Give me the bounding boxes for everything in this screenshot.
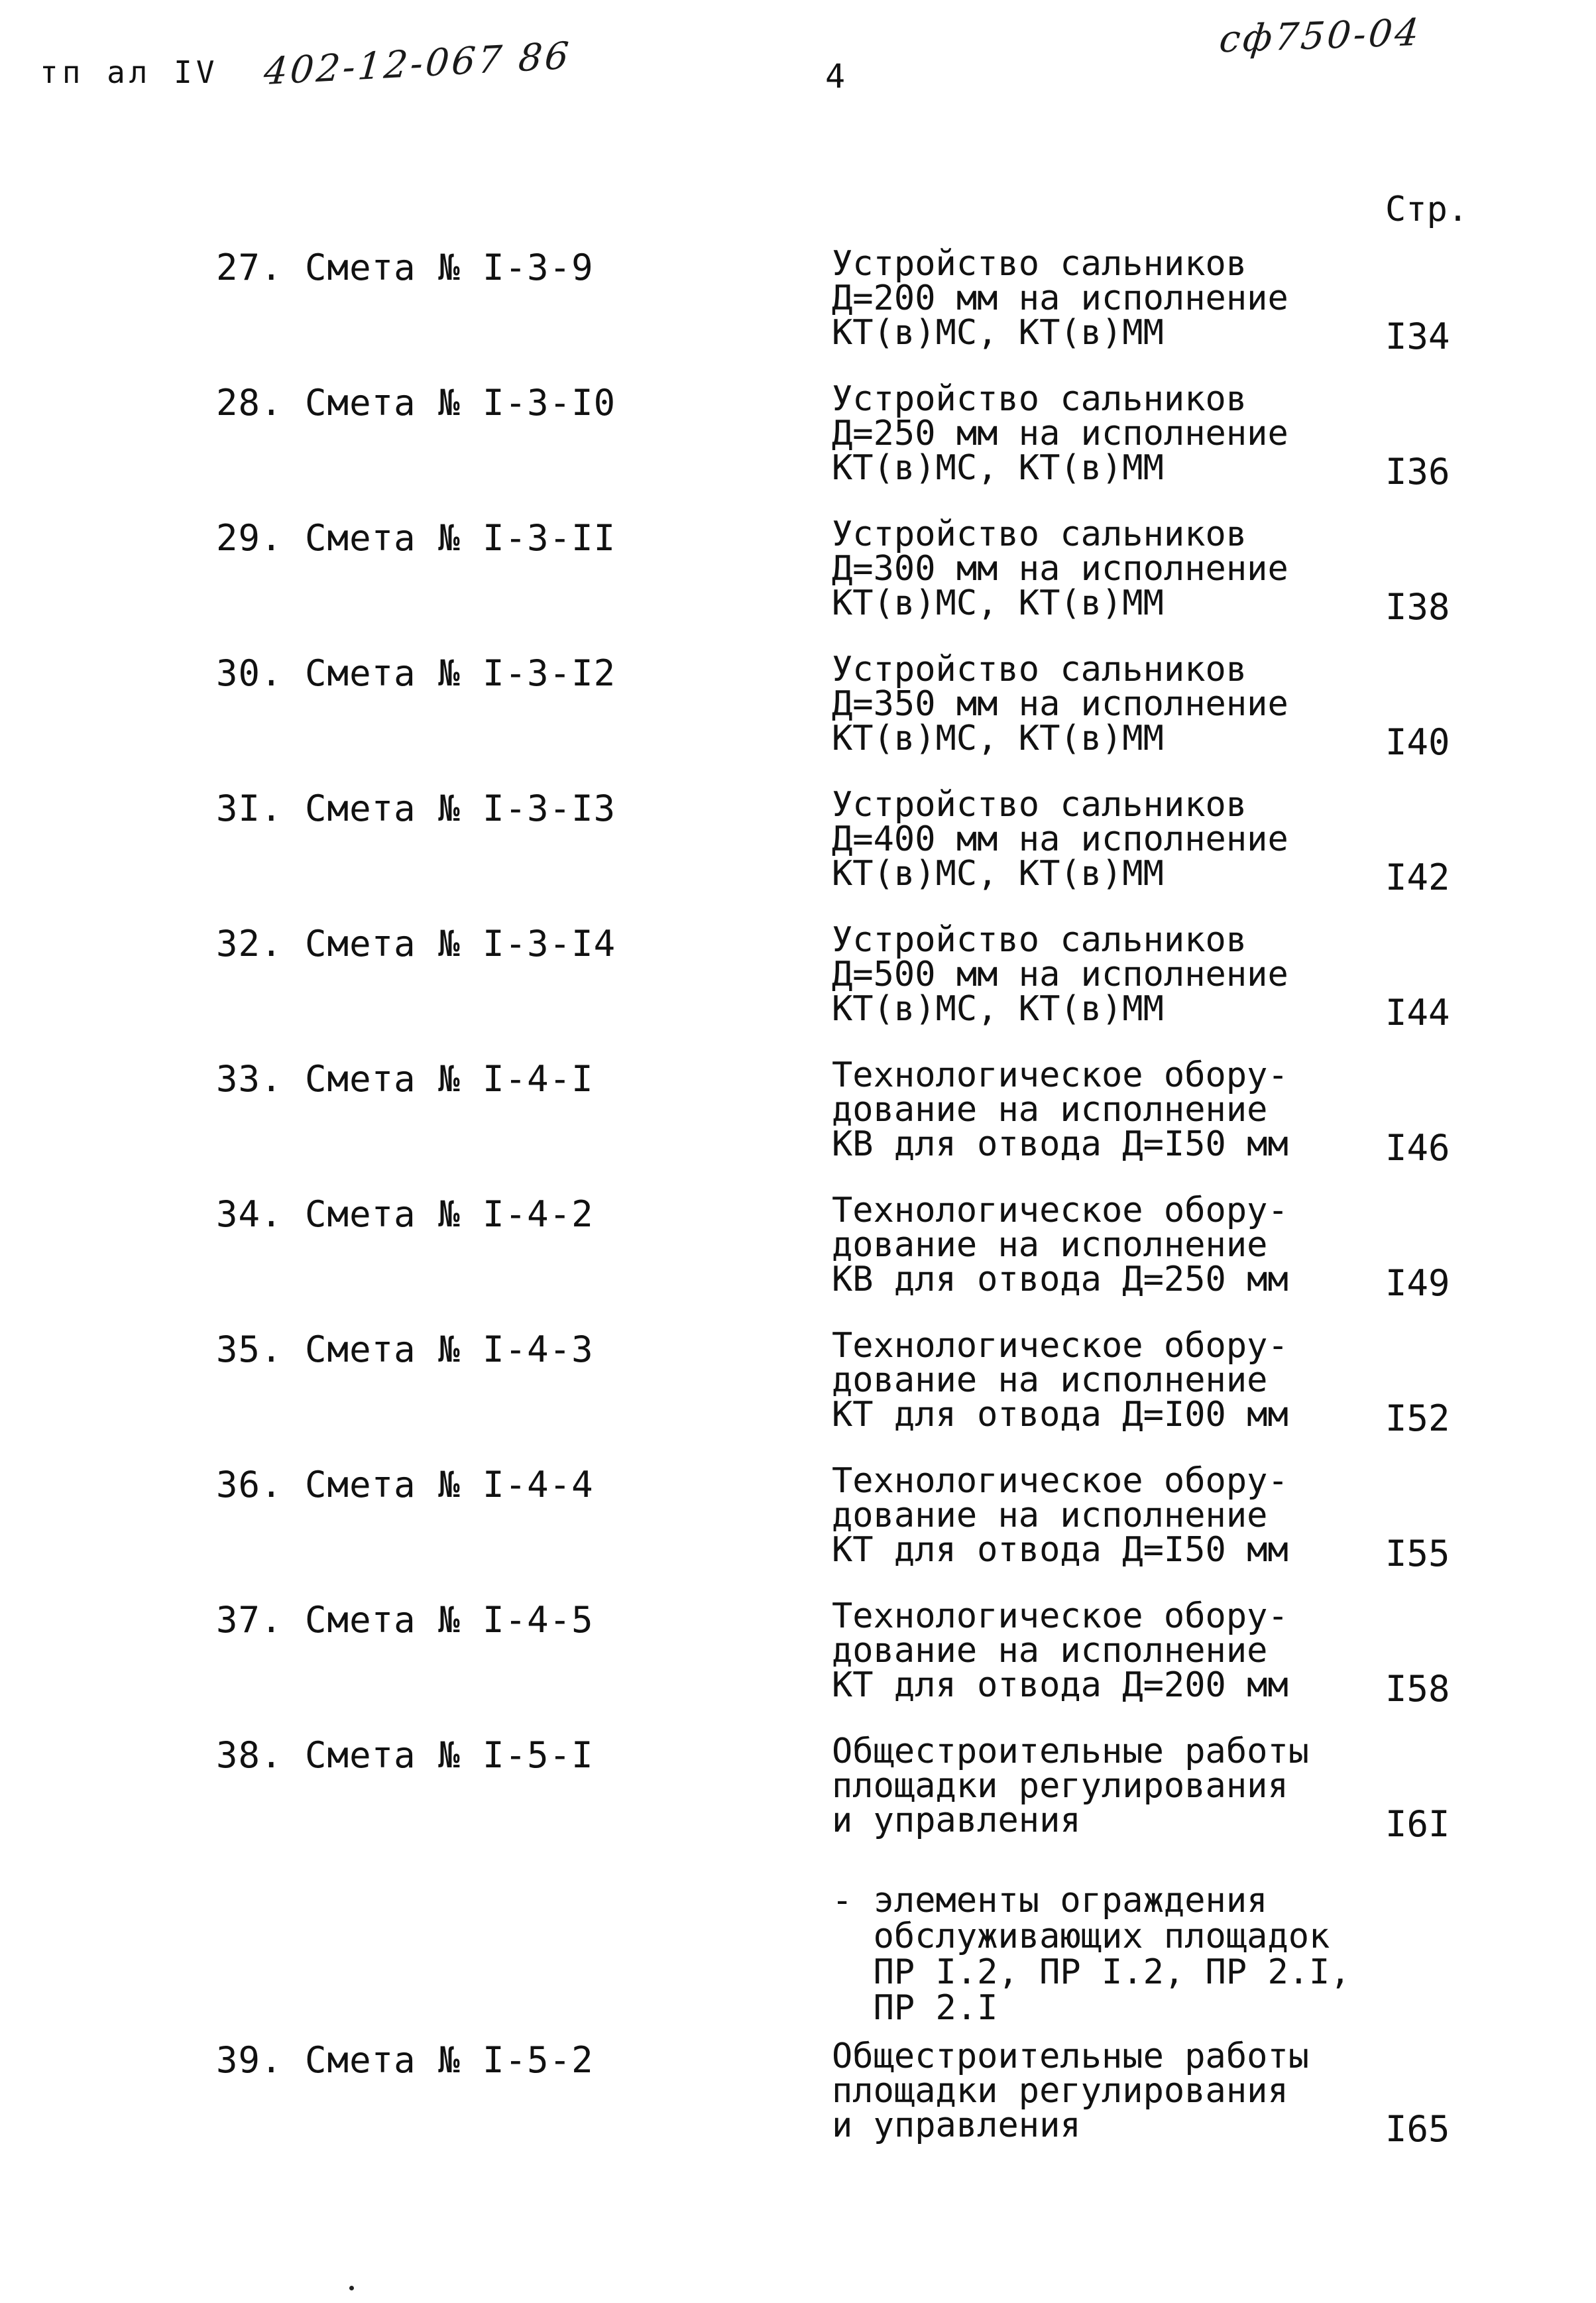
estimate-description	[832, 1734, 1336, 1838]
estimate-description	[832, 1326, 1336, 1435]
description-line: Технологическое обору-	[832, 1461, 1288, 1501]
description-line: Д=300 мм на исполнение	[832, 549, 1288, 589]
description-line: обслуживающих площадок	[832, 1917, 1330, 1956]
description-line: Д=200 мм на исполнение	[832, 278, 1288, 318]
description-line: Технологическое обору-	[832, 1055, 1288, 1095]
description-line: площадки регулирования	[832, 1766, 1288, 1806]
page-reference: I34	[1385, 316, 1450, 357]
estimate-number: 34. Смета № I-4-2	[216, 1193, 594, 1235]
estimate-description	[832, 2039, 1336, 2143]
description-line: Д=350 мм на исполнение	[832, 684, 1288, 724]
description-line: Технологическое обору-	[832, 1191, 1288, 1230]
description-line: КТ для отвода Д=I50 мм	[832, 1530, 1288, 1570]
description-line: Д=250 мм на исполнение	[832, 414, 1288, 453]
description-line: КВ для отвода Д=250 мм	[832, 1260, 1288, 1299]
description-line: площадки регулирования	[832, 2071, 1288, 2111]
description-line: КТ для отвода Д=200 мм	[832, 1665, 1288, 1705]
description-line: КТ(в)МС, КТ(в)ММ	[832, 719, 1164, 758]
description-line: КВ для отвода Д=I50 мм	[832, 1124, 1288, 1164]
description-line: дование на исполнение	[832, 1631, 1268, 1671]
estimate-number: 3I. Смета № I-3-I3	[216, 788, 616, 829]
header-handwritten-code: сф750-04	[1217, 11, 1424, 62]
description-line: Устройство сальников	[832, 379, 1247, 419]
estimate-description	[832, 785, 1336, 894]
header-handwritten-number: 402-12-067 86	[262, 34, 573, 94]
estimate-number: 36. Смета № I-4-4	[216, 1464, 594, 1506]
description-line: дование на исполнение	[832, 1360, 1268, 1400]
description-line: Д=500 мм на исполнение	[832, 955, 1288, 994]
description-line: Технологическое обору-	[832, 1596, 1288, 1636]
estimate-description	[832, 1596, 1336, 1705]
estimate-description	[832, 514, 1336, 623]
page-reference: I46	[1385, 1127, 1450, 1169]
page-reference: I6I	[1385, 1803, 1450, 1845]
page-reference: I42	[1385, 856, 1450, 898]
description-line: КТ для отвода Д=I00 мм	[832, 1395, 1288, 1435]
description-line: - элементы ограждения	[832, 1881, 1268, 1920]
description-line: Общестроительные работы	[832, 1732, 1310, 1771]
description-line: Устройство сальников	[832, 514, 1247, 554]
page-reference: I52	[1385, 1397, 1450, 1439]
estimate-number: 37. Смета № I-4-5	[216, 1599, 594, 1641]
estimate-number: 32. Смета № I-3-I4	[216, 923, 616, 965]
description-line: дование на исполнение	[832, 1090, 1268, 1130]
description-line: дование на исполнение	[832, 1496, 1268, 1535]
description-line: КТ(в)МС, КТ(в)ММ	[832, 854, 1164, 894]
page-reference: I36	[1385, 451, 1450, 493]
estimate-description	[832, 244, 1336, 353]
description-line: и управления	[832, 1801, 1081, 1840]
page-reference: I65	[1385, 2108, 1450, 2150]
scan-speck	[349, 2286, 354, 2290]
description-line: КТ(в)МС, КТ(в)ММ	[832, 583, 1164, 623]
estimate-number: 38. Смета № I-5-I	[216, 1734, 594, 1776]
estimate-number: 28. Смета № I-3-I0	[216, 382, 616, 424]
page-reference: I55	[1385, 1533, 1450, 1574]
description-line: дование на исполнение	[832, 1225, 1268, 1265]
page-column-heading: Стр.	[1385, 190, 1469, 229]
description-line: и управления	[832, 2105, 1081, 2145]
description-line: КТ(в)МС, КТ(в)ММ	[832, 448, 1164, 488]
description-line: Устройство сальников	[832, 785, 1247, 825]
description-line: Технологическое обору-	[832, 1326, 1288, 1366]
description-line: Устройство сальников	[832, 920, 1247, 960]
description-line: Общестроительные работы	[832, 2037, 1310, 2076]
page-number: 4	[825, 57, 846, 95]
estimate-number: 35. Смета № I-4-3	[216, 1329, 594, 1370]
description-line: КТ(в)МС, КТ(в)ММ	[832, 989, 1164, 1029]
estimate-description	[832, 1055, 1336, 1164]
estimate-description	[832, 1881, 1351, 2028]
estimate-description	[832, 1461, 1336, 1570]
page-reference: I49	[1385, 1262, 1450, 1304]
description-line: КТ(в)МС, КТ(в)ММ	[832, 313, 1164, 353]
page-reference: I40	[1385, 721, 1450, 763]
estimate-number: 29. Смета № I-3-II	[216, 517, 616, 559]
page-reference: I38	[1385, 586, 1450, 628]
page-reference: I44	[1385, 992, 1450, 1033]
estimate-number: 39. Смета № I-5-2	[216, 2039, 594, 2081]
description-line: Д=400 мм на исполнение	[832, 819, 1288, 859]
description-line: Устройство сальников	[832, 650, 1247, 689]
estimate-description	[832, 379, 1336, 488]
description-line: Устройство сальников	[832, 244, 1247, 284]
page-reference: I58	[1385, 1668, 1450, 1710]
estimate-number: 33. Смета № I-4-I	[216, 1058, 594, 1100]
estimate-description	[832, 920, 1336, 1029]
estimate-number: 27. Смета № I-3-9	[216, 247, 594, 288]
estimate-description	[832, 652, 1336, 756]
estimate-description	[832, 1193, 1336, 1297]
header-series-label: тп ал IV	[40, 54, 219, 90]
description-line: ПР I.2, ПР I.2, ПР 2.I,	[832, 1952, 1351, 1992]
estimate-number: 30. Смета № I-3-I2	[216, 652, 616, 694]
description-line: ПР 2.I	[832, 1988, 998, 2028]
